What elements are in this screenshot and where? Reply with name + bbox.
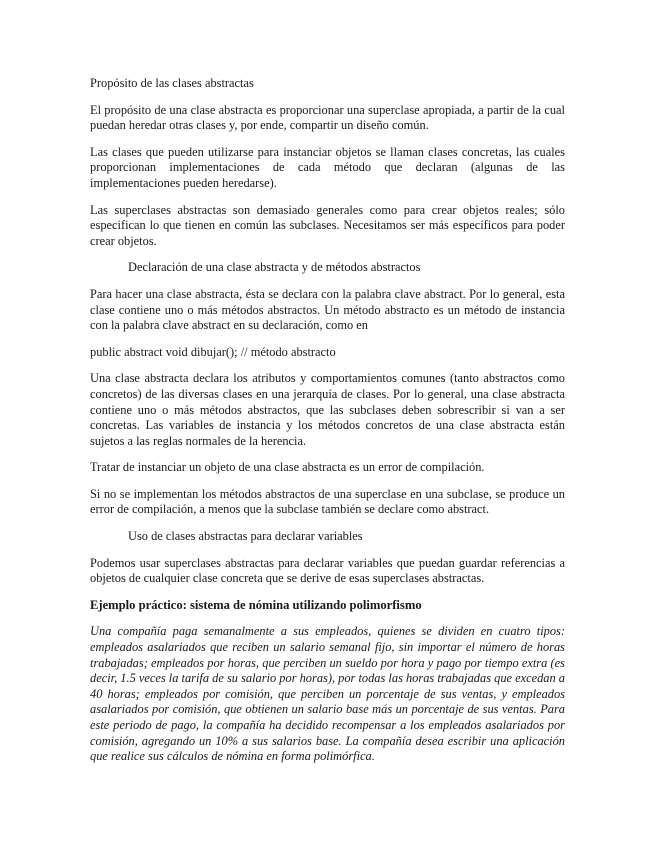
code-line-abstract-method: public abstract void dibujar(); // método abstracto (90, 344, 336, 359)
paragraph-declaration: Para hacer una clase abstracta, ésta se declara con la palabra clave abstract. Por lo general, esta clase contiene uno o más métodos abstractos. Un método abstracto es un método de instancia con la palabra clave abstract en su declaración, como en (90, 286, 565, 333)
paragraph-abstract-superclasses: Las superclases abstractas son demasiado generales como para crear objetos reales; sólo especifican lo que tienen en común las subclases. Necesitamos ser más específicos para poder crear objetos. (90, 202, 565, 248)
paragraph-implementation-error: Si no se implementan los métodos abstractos de una superclase en una subclase, se produce un error de compilación, a menos que la subclase también se declare como abstract. (90, 486, 565, 517)
paragraph-variables: Podemos usar superclases abstractas para declarar variables que puedan guardar referencias a objetos de cualquier clase concreta que se derive de esas superclases abstractas. (90, 555, 565, 586)
paragraph-purpose: El propósito de una clase abstracta es proporcionar una superclase apropiada, a partir de la cual puedan heredar otras clases y, por ende, compartir un diseño común. (90, 102, 565, 133)
paragraph-instantiate-error: Tratar de instanciar un objeto de una clase abstracta es un error de compilación. (90, 460, 485, 475)
section-title-declaration: Declaración de una clase abstracta y de métodos abstractos (128, 260, 421, 275)
section-title-variables: Uso de clases abstractas para declarar variables (128, 529, 363, 544)
section-title-payroll-example: Ejemplo práctico: sistema de nómina utilizando polimorfismo (90, 597, 422, 612)
paragraph-abstract-class-attributes: Una clase abstracta declara los atributos y comportamientos comunes (tanto abstractos como concretos) de las diversas clases en una jerarquía de clases. Por lo general, una clase abstracta contiene uno o más métodos abstractos, que las subclases deben sobrescribir si van a ser concretas. Las variables de instancia y los métodos concretos de una clase abstracta están sujetos a las reglas normales de la herencia. (90, 371, 565, 448)
paragraph-concrete-classes: Las clases que pueden utilizarse para instanciar objetos se llaman clases concretas, las cuales proporcionan implementaciones de cada método que declaran (algunas de las implementaciones pueden heredarse). (90, 144, 565, 190)
paragraph-payroll-example: Una compañía paga semanalmente a sus empleados, quienes se dividen en cuatro tipos: empleados asalariados que reciben un salario semanal fijo, sin importar el número de horas trabajadas; empleados por horas, que perciben un sueldo por hora y pago por tiempo extra (es decir, 1.5 veces la tarifa de su salario por horas), por todas las horas trabajadas que excedan a 40 horas; empleados por comisión, que perciben un porcentaje de sus ventas, y empleados asalariados por comisión, que obtienen un salario base más un porcentaje de sus ventas. Para este periodo de pago, la compañía ha decidido recompensar a los empleados asalariados por comisión, agregando un 10% a sus salarios base. La compañía desea escribir una aplicación que realice sus cálculos de nómina en forma polimórfica. (90, 624, 565, 764)
document-page (90, 76, 565, 765)
section-title-purpose: Propósito de las clases abstractas (90, 76, 254, 90)
